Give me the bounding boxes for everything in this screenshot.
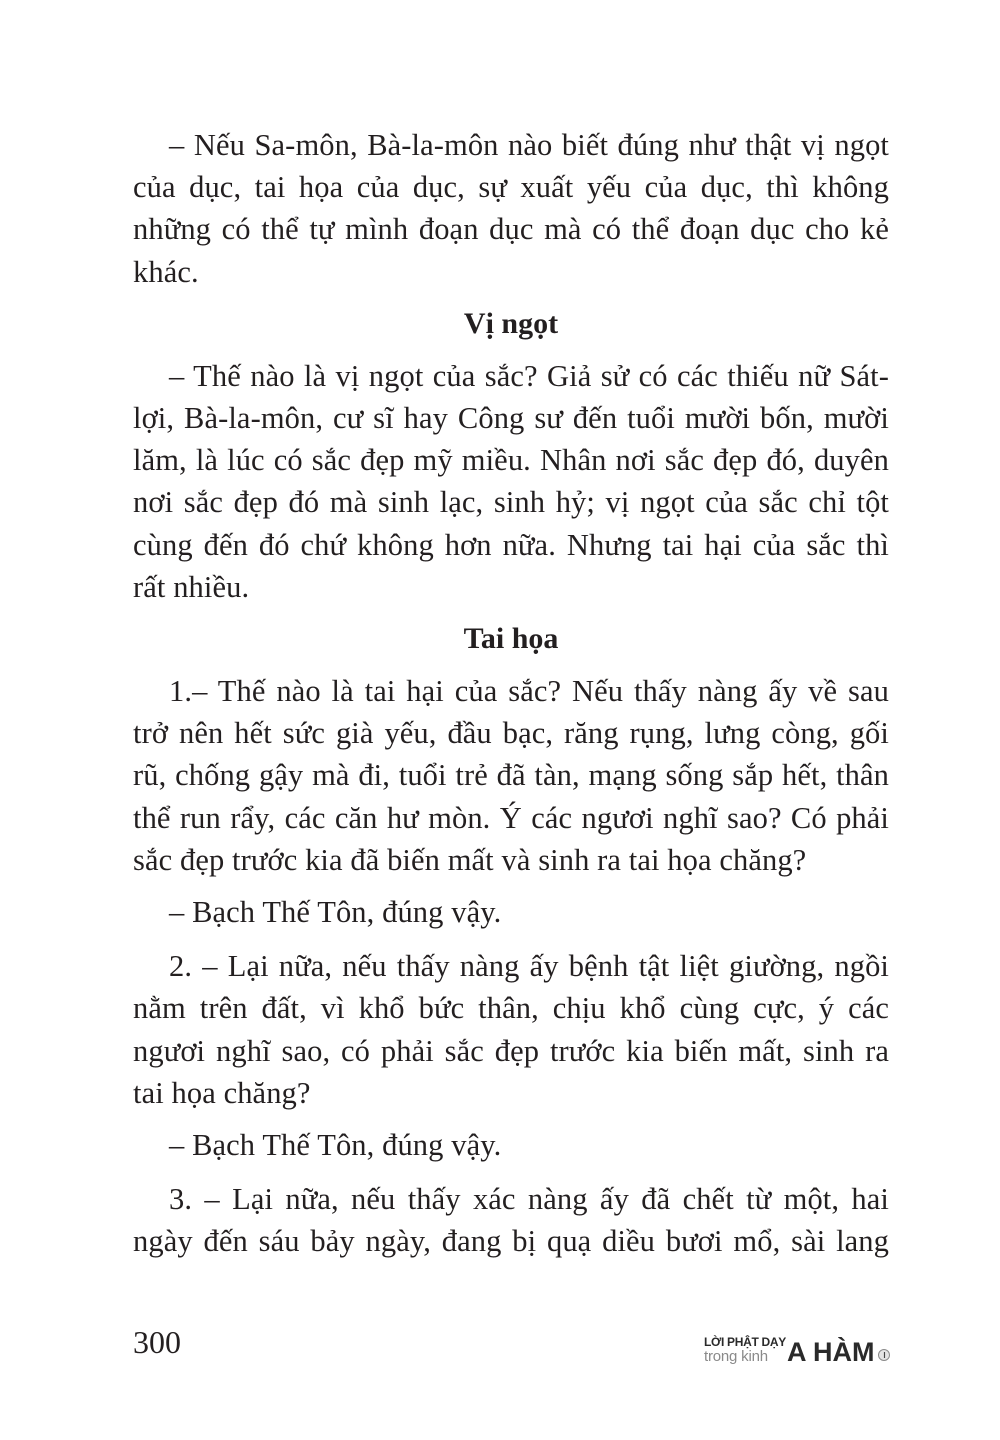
paragraph-intro: – Nếu Sa-môn, Bà-la-môn nào biết đúng như thật vị ngọt của dục, tai họa của dục, sự xuất yếu của dục, thì không những có thể tự mình đoạn dục mà có thể đoạn dục cho kẻ khác. bbox=[133, 128, 889, 289]
paragraph-tai-hoa-3: 3. – Lại nữa, nếu thấy xác nàng ấy đã chết từ một, hai ngày đến sáu bảy ngày, đang bị quạ diều bươi mổ, sài lang bbox=[133, 1182, 889, 1259]
paragraph-tai-hoa-2: 2. – Lại nữa, nếu thấy nàng ấy bệnh tật liệt giường, ngồi nằm trên đất, vì khổ bức thân, chịu khổ cùng cực, ý các ngươi nghĩ sao, có phải sắc đẹp trước kia biến mất, sinh ra tai họa chăng? bbox=[133, 949, 889, 1110]
book-title-logo bbox=[704, 1330, 890, 1367]
paragraph-vi-ngot: – Thế nào là vị ngọt của sắc? Giả sử có các thiếu nữ Sát-lợi, Bà-la-môn, cư sĩ hay Công sư đến tuổi mười bốn, mười lăm, là lúc có sắc đẹp mỹ miều. Nhân nơi sắc đẹp đó, duyên nơi sắc đẹp đó mà sinh lạc, sinh hỷ; vị ngọt của sắc chỉ tột cùng đến đó chứ không hơn nữa. Nhưng tai hại của sắc thì rất nhiều. bbox=[133, 358, 889, 604]
brand-line-bottom: trong kinh bbox=[704, 1348, 768, 1365]
page-body bbox=[133, 124, 889, 1273]
paragraph-tai-hoa-1: 1.– Thế nào là tai hại của sắc? Nếu thấy nàng ấy về sau trở nên hết sức già yếu, đầu bạc, răng rụng, lưng còng, gối rũ, chống gậy mà đi, tuổi trẻ đã tàn, mạng sống sắp hết, thân thể run rẩy, các căn hư mòn. Ý các ngươi nghĩ sao? Có phải sắc đẹp trước kia đã biến mất và sinh ra tai họa chăng? bbox=[133, 674, 889, 877]
paragraph-reply-1: – Bạch Thế Tôn, đúng vậy. bbox=[169, 895, 502, 930]
section-heading-tai-hoa: Tai họa bbox=[463, 622, 559, 656]
paragraph-reply-2: – Bạch Thế Tôn, đúng vậy. bbox=[169, 1128, 502, 1163]
section-heading-vi-ngot: Vị ngọt bbox=[463, 306, 559, 340]
brand-line-top: LỜI PHẬT DẠY bbox=[704, 1335, 786, 1349]
volume-badge-icon: I bbox=[878, 1349, 890, 1361]
page-number: 300 bbox=[133, 1324, 181, 1360]
brand-title: A HÀM bbox=[786, 1337, 875, 1367]
brand-stack bbox=[704, 1336, 786, 1364]
